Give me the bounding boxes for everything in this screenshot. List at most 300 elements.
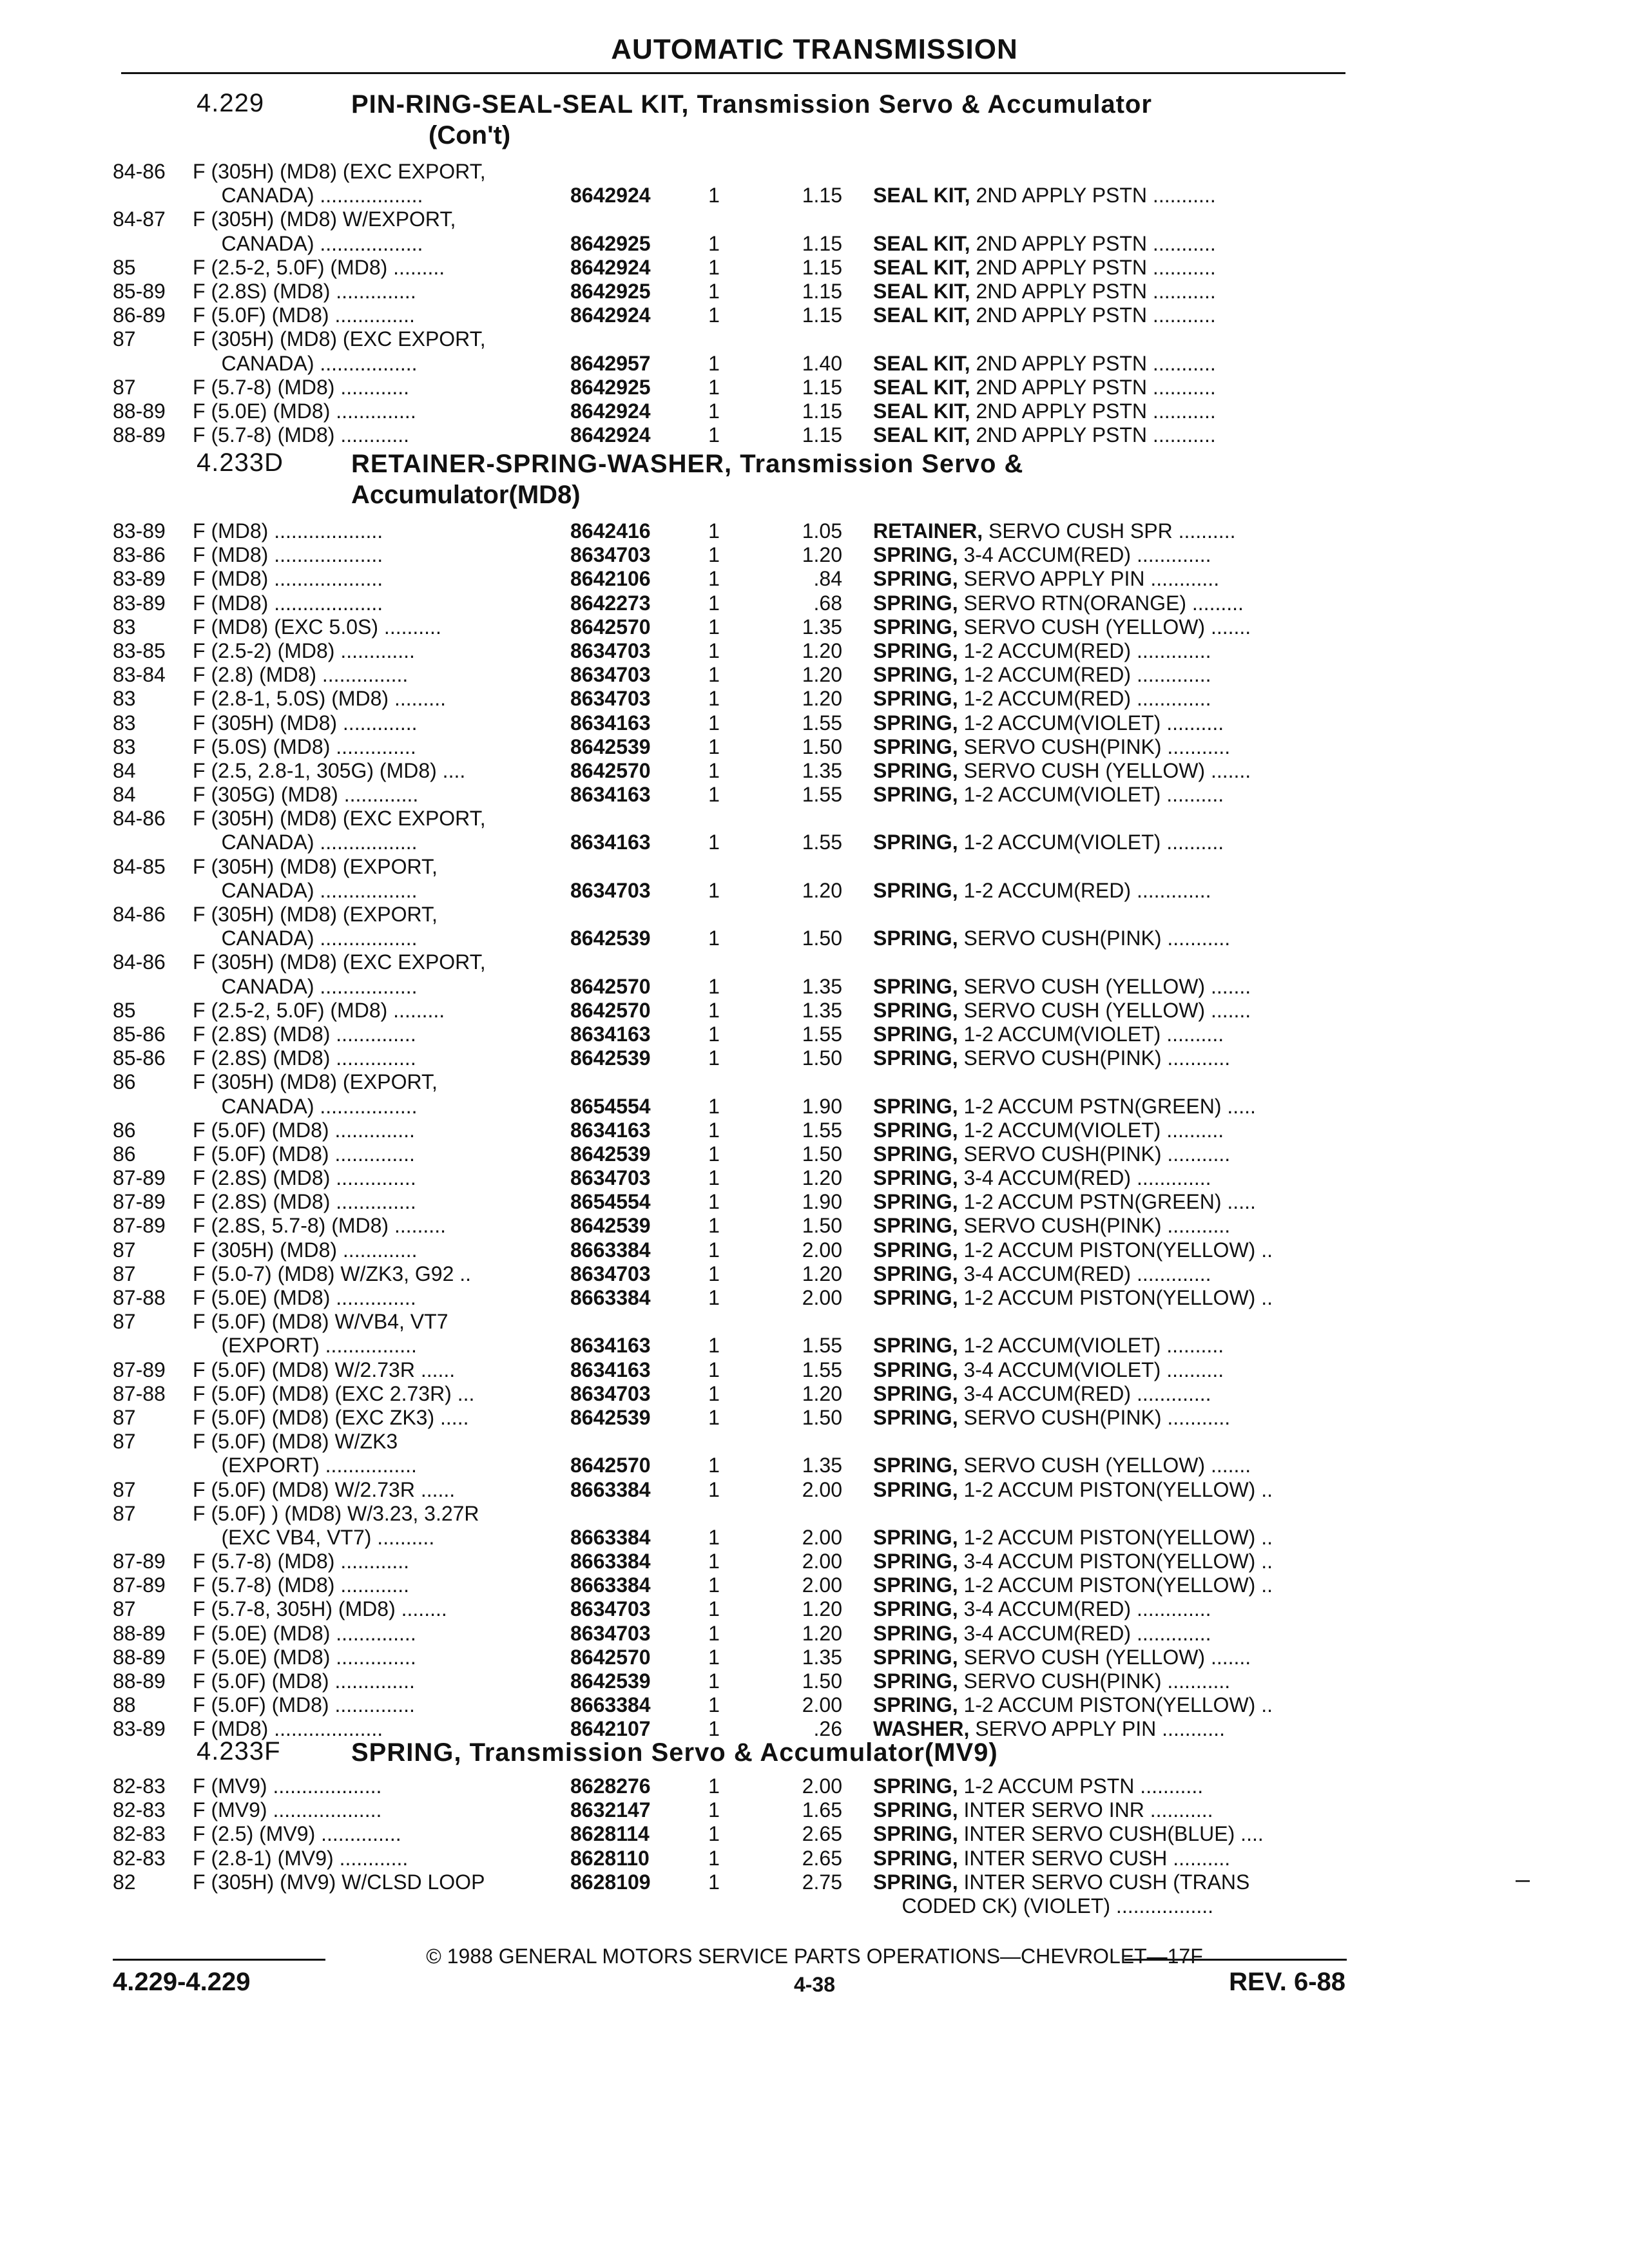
year-cell: 84: [113, 783, 136, 807]
description-cell: [873, 1597, 1350, 1621]
year-cell: 88-89: [113, 1621, 166, 1645]
description-text: SERVO CUSH(PINK) ...........: [958, 1214, 1231, 1238]
application-cell: F (MD8) ...................: [193, 567, 383, 591]
application-cell: F (5.0S) (MD8) ..............: [193, 735, 416, 758]
price-cell: 1.55: [802, 783, 842, 807]
description-text: 2ND APPLY PSTN ...........: [970, 255, 1216, 279]
description-type: SPRING,: [873, 1166, 958, 1190]
quantity-cell: 1: [708, 519, 720, 543]
description-text: 1-2 ACCUM PISTON(YELLOW) ..: [958, 1525, 1273, 1549]
application-cell: F (305H) (MV9) W/CLSD LOOP: [193, 1870, 485, 1894]
application-cell: (EXPORT) ................: [193, 1454, 417, 1477]
section-title: [351, 1737, 1356, 1768]
table-row: [113, 399, 1356, 423]
price-cell: 1.90: [802, 1094, 842, 1118]
application-cell: F (5.0F) (MD8) (EXC 2.73R) ...: [193, 1381, 475, 1405]
parts-table: [113, 160, 1356, 447]
price-cell: 2.00: [802, 1774, 842, 1798]
part-number-cell: 8663384: [570, 1525, 651, 1549]
price-cell: 1.15: [802, 303, 842, 327]
description-text: 3-4 ACCUM(RED) .............: [958, 1166, 1211, 1190]
year-cell: 87-89: [113, 1573, 166, 1597]
price-cell: 1.35: [802, 998, 842, 1022]
application-cell: F (MD8) (EXC 5.0S) ..........: [193, 615, 441, 639]
table-row: [113, 1430, 1356, 1454]
description-type: SPRING,: [873, 615, 958, 639]
application-cell: F (305H) (MD8) (EXC EXPORT,: [193, 807, 486, 831]
part-number-cell: 8642539: [570, 1046, 651, 1070]
description-text: INTER SERVO CUSH ..........: [958, 1846, 1231, 1870]
description-cell: [873, 1894, 1350, 1918]
application-cell: F (5.0E) (MD8) ..............: [193, 1621, 416, 1645]
quantity-cell: 1: [708, 735, 720, 758]
part-number-cell: 8642924: [570, 423, 651, 447]
table-row: [113, 303, 1356, 327]
description-text: CODED CK) (VIOLET) .................: [873, 1894, 1214, 1917]
year-cell: 87: [113, 1310, 136, 1334]
table-row: [113, 1669, 1356, 1693]
parts-table: [113, 519, 1356, 1742]
description-text: SERVO CUSH (YELLOW) .......: [958, 758, 1251, 782]
year-cell: 86-89: [113, 303, 166, 327]
application-cell: F (5.0F) (MD8) ..............: [193, 1669, 415, 1693]
table-row: [113, 1214, 1356, 1238]
description-type: SPRING,: [873, 1118, 958, 1142]
application-cell: F (2.5-2) (MD8) .............: [193, 639, 415, 662]
page-title: AUTOMATIC TRANSMISSION: [611, 34, 1018, 65]
quantity-cell: 1: [708, 1645, 720, 1669]
description-text: SERVO CUSH SPR ..........: [983, 519, 1236, 543]
part-number-cell: 8654554: [570, 1094, 651, 1118]
description-type: SEAL KIT,: [873, 279, 970, 303]
description-type: SPRING,: [873, 1142, 958, 1166]
description-text: 3-4 ACCUM(VIOLET) ..........: [958, 1358, 1224, 1381]
description-text: 3-4 ACCUM(RED) .............: [958, 1621, 1211, 1645]
table-row: [113, 1622, 1356, 1646]
description-cell: [873, 783, 1350, 807]
table-row: [113, 879, 1356, 903]
description-type: SPRING,: [873, 878, 958, 902]
year-cell: 83: [113, 615, 136, 639]
price-cell: .26: [813, 1717, 842, 1741]
quantity-cell: 1: [708, 1046, 720, 1070]
table-row: [113, 1693, 1356, 1717]
year-cell: 88-89: [113, 1669, 166, 1693]
part-number-cell: 8634703: [570, 1621, 651, 1645]
application-cell: F (305H) (MD8) (EXC EXPORT,: [193, 327, 486, 351]
description-text: SERVO CUSH (YELLOW) .......: [958, 1645, 1251, 1669]
description-text: 1-2 ACCUM PISTON(YELLOW) ..: [958, 1238, 1273, 1262]
year-cell: 87-89: [113, 1166, 166, 1190]
year-cell: 85-86: [113, 1022, 166, 1046]
application-cell: F (5.0F) (MD8) (EXC ZK3) .....: [193, 1405, 469, 1429]
price-cell: 1.15: [802, 375, 842, 399]
application-cell: F (305H) (MD8) (EXPORT,: [193, 903, 438, 926]
table-row: [113, 831, 1356, 854]
application-cell: CANADA) ..................: [193, 184, 423, 207]
table-row: [113, 1573, 1356, 1597]
parts-table: [113, 1774, 1356, 1918]
description-type: SPRING,: [873, 831, 958, 854]
table-row: [113, 711, 1356, 735]
part-number-cell: 8634703: [570, 543, 651, 567]
application-cell: F (5.0F) (MD8) W/ZK3: [193, 1430, 398, 1454]
application-cell: F (5.7-8) (MD8) ............: [193, 1573, 410, 1597]
description-type: SPRING,: [873, 1046, 958, 1070]
table-row: [113, 639, 1356, 663]
description-text: SERVO APPLY PIN ............: [958, 567, 1220, 591]
table-row: [113, 376, 1356, 399]
part-number-cell: 8634703: [570, 1597, 651, 1621]
description-type: SPRING,: [873, 1094, 958, 1118]
description-cell: [873, 184, 1350, 207]
description-text: 3-4 ACCUM(RED) .............: [958, 1597, 1211, 1621]
application-cell: F (5.0F) ) (MD8) W/3.23, 3.27R: [193, 1501, 479, 1525]
year-cell: 87-89: [113, 1550, 166, 1573]
part-number-cell: 8642539: [570, 1669, 651, 1693]
price-cell: 1.55: [802, 1334, 842, 1358]
description-text: 1-2 ACCUM(VIOLET) ..........: [958, 1334, 1224, 1358]
year-cell: 87: [113, 327, 136, 351]
part-number-cell: 8642106: [570, 567, 651, 591]
description-type: SPRING,: [873, 1190, 958, 1214]
application-cell: F (MD8) ...................: [193, 543, 383, 567]
year-cell: 82-83: [113, 1798, 166, 1822]
price-cell: 1.20: [802, 1381, 842, 1405]
quantity-cell: 1: [708, 1094, 720, 1118]
description-cell: [873, 759, 1350, 783]
year-cell: 84-86: [113, 903, 166, 926]
table-row: [113, 1166, 1356, 1190]
price-cell: 2.65: [802, 1822, 842, 1846]
description-cell: [873, 1334, 1350, 1358]
quantity-cell: 1: [708, 1334, 720, 1358]
description-type: SPRING,: [873, 663, 958, 687]
description-text: 1-2 ACCUM(VIOLET) ..........: [958, 783, 1224, 807]
table-row: [113, 1646, 1356, 1669]
description-cell: [873, 1669, 1350, 1693]
table-row: [113, 519, 1356, 543]
application-cell: F (5.0-7) (MD8) W/ZK3, G92 ..: [193, 1262, 472, 1285]
description-text: SERVO CUSH(PINK) ...........: [958, 1669, 1231, 1693]
description-text: SERVO CUSH(PINK) ...........: [958, 927, 1231, 950]
table-row: [113, 327, 1356, 351]
table-row: [113, 591, 1356, 615]
description-cell: [873, 927, 1350, 950]
year-cell: 85: [113, 998, 136, 1022]
description-cell: [873, 1550, 1350, 1573]
quantity-cell: 1: [708, 1238, 720, 1262]
quantity-cell: 1: [708, 783, 720, 807]
section-title: [351, 89, 1356, 151]
description-text: 1-2 ACCUM(RED) .............: [958, 878, 1211, 902]
year-cell: 87: [113, 1501, 136, 1525]
description-text: 1-2 ACCUM(VIOLET) ..........: [958, 1022, 1224, 1046]
description-text: 2ND APPLY PSTN ...........: [970, 351, 1216, 375]
description-cell: [873, 663, 1350, 687]
application-cell: F (MD8) ...................: [193, 1717, 383, 1741]
part-number-cell: 8642107: [570, 1717, 651, 1741]
part-number-cell: 8663384: [570, 1693, 651, 1717]
quantity-cell: 1: [708, 1846, 720, 1870]
section-title: [351, 448, 1356, 510]
application-cell: F (5.0F) (MD8) ..............: [193, 303, 415, 327]
price-cell: 1.20: [802, 687, 842, 711]
quantity-cell: 1: [708, 399, 720, 423]
description-cell: [873, 591, 1350, 615]
application-cell: F (2.8S) (MD8) ..............: [193, 279, 416, 303]
description-cell: [873, 711, 1350, 735]
price-cell: 2.00: [802, 1477, 842, 1501]
price-cell: 2.00: [802, 1573, 842, 1597]
description-text: 3-4 ACCUM(RED) .............: [958, 543, 1211, 567]
application-cell: F (305H) (MD8) (EXC EXPORT,: [193, 950, 486, 974]
description-cell: [873, 232, 1350, 256]
part-number-cell: 8642570: [570, 615, 651, 639]
price-cell: 1.55: [802, 1022, 842, 1046]
description-type: SPRING,: [873, 1550, 958, 1573]
description-cell: [873, 1046, 1350, 1070]
quantity-cell: 1: [708, 1774, 720, 1798]
quantity-cell: 1: [708, 255, 720, 279]
application-cell: F (2.8S) (MD8) ..............: [193, 1022, 416, 1046]
part-number-cell: 8634703: [570, 639, 651, 662]
quantity-cell: 1: [708, 1166, 720, 1190]
price-cell: 1.05: [802, 519, 842, 543]
price-cell: 1.20: [802, 1621, 842, 1645]
price-cell: 1.55: [802, 831, 842, 854]
description-text: SERVO CUSH (YELLOW) .......: [958, 974, 1251, 998]
price-cell: 1.50: [802, 1142, 842, 1166]
table-row: [113, 1190, 1356, 1214]
price-cell: 1.20: [802, 878, 842, 902]
part-number-cell: 8642925: [570, 231, 651, 255]
part-number-cell: 8642924: [570, 303, 651, 327]
application-cell: F (2.5-2, 5.0F) (MD8) .........: [193, 998, 445, 1022]
table-row: [113, 807, 1356, 831]
part-number-cell: 8634163: [570, 831, 651, 854]
year-cell: 83-84: [113, 663, 166, 687]
description-type: SPRING,: [873, 1822, 958, 1846]
part-number-cell: 8663384: [570, 1238, 651, 1262]
table-row: [113, 1502, 1356, 1526]
price-cell: 1.20: [802, 639, 842, 662]
description-type: SPRING,: [873, 1870, 958, 1894]
application-cell: F (5.0F) (MD8) ..............: [193, 1693, 415, 1717]
description-text: SERVO CUSH(PINK) ...........: [958, 1405, 1231, 1429]
description-type: SPRING,: [873, 998, 958, 1022]
description-text: 3-4 ACCUM(RED) .............: [958, 1262, 1211, 1285]
quantity-cell: 1: [708, 711, 720, 735]
description-type: SEAL KIT,: [873, 184, 970, 207]
application-cell: F (2.8S) (MD8) ..............: [193, 1166, 416, 1190]
year-cell: 82-83: [113, 1774, 166, 1798]
table-row: [113, 352, 1356, 376]
application-cell: F (2.8) (MD8) ...............: [193, 663, 409, 687]
price-cell: 1.35: [802, 1645, 842, 1669]
description-type: SPRING,: [873, 1477, 958, 1501]
quantity-cell: 1: [708, 927, 720, 950]
year-cell: 88-89: [113, 1645, 166, 1669]
quantity-cell: 1: [708, 1573, 720, 1597]
price-cell: 1.50: [802, 1405, 842, 1429]
description-text: SERVO APPLY PIN ...........: [969, 1717, 1225, 1741]
description-cell: [873, 1622, 1350, 1646]
application-cell: F (MV9) ...................: [193, 1774, 382, 1798]
price-cell: 2.00: [802, 1550, 842, 1573]
table-row: [113, 1286, 1356, 1310]
footer-copyright: © 1988 GENERAL MOTORS SERVICE PARTS OPERATIONS—CHEVROLET—17F: [426, 1945, 1203, 1968]
description-cell: [873, 1822, 1350, 1846]
section-4-233d: [113, 446, 1356, 1742]
description-type: SPRING,: [873, 1645, 958, 1669]
application-cell: F (5.0E) (MD8) ..............: [193, 1645, 416, 1669]
description-type: WASHER,: [873, 1717, 970, 1741]
quantity-cell: 1: [708, 303, 720, 327]
application-cell: F (305H) (MD8) (EXPORT,: [193, 1070, 438, 1094]
quantity-cell: 1: [708, 1214, 720, 1238]
table-row: [113, 1406, 1356, 1430]
part-number-cell: 8634163: [570, 1022, 651, 1046]
quantity-cell: 1: [708, 1693, 720, 1717]
quantity-cell: 1: [708, 663, 720, 687]
year-cell: 87: [113, 1262, 136, 1285]
part-number-cell: 8642570: [570, 998, 651, 1022]
description-cell: [873, 1847, 1350, 1870]
description-type: SPRING,: [873, 1846, 958, 1870]
section-number: 4.233D: [197, 448, 284, 477]
quantity-cell: 1: [708, 1621, 720, 1645]
table-row: [113, 1334, 1356, 1358]
description-type: SEAL KIT,: [873, 423, 970, 447]
part-number-cell: 8642273: [570, 591, 651, 615]
year-cell: 87: [113, 1405, 136, 1429]
price-cell: 1.35: [802, 615, 842, 639]
table-row: [113, 1070, 1356, 1094]
year-cell: 87-89: [113, 1190, 166, 1214]
quantity-cell: 1: [708, 1262, 720, 1285]
part-number-cell: 8634703: [570, 1381, 651, 1405]
description-type: SPRING,: [873, 735, 958, 758]
description-type: SPRING,: [873, 1454, 958, 1477]
description-text: SERVO CUSH (YELLOW) .......: [958, 998, 1251, 1022]
description-cell: [873, 1095, 1350, 1119]
table-row: [113, 1894, 1356, 1918]
quantity-cell: 1: [708, 184, 720, 207]
description-text: 1-2 ACCUM(VIOLET) ..........: [958, 831, 1224, 854]
application-cell: F (5.0F) (MD8) W/2.73R ......: [193, 1358, 456, 1381]
table-row: [113, 1142, 1356, 1166]
description-text: 1-2 ACCUM PSTN ...........: [958, 1774, 1204, 1798]
part-number-cell: 8642957: [570, 351, 651, 375]
application-cell: CANADA) .................: [193, 351, 418, 375]
part-number-cell: 8642570: [570, 974, 651, 998]
part-number-cell: 8642924: [570, 184, 651, 207]
description-type: SEAL KIT,: [873, 255, 970, 279]
part-number-cell: 8663384: [570, 1573, 651, 1597]
part-number-cell: 8642925: [570, 375, 651, 399]
price-cell: 1.55: [802, 711, 842, 735]
price-cell: .84: [813, 567, 842, 591]
description-cell: [873, 735, 1350, 759]
description-type: SPRING,: [873, 1669, 958, 1693]
description-type: SPRING,: [873, 1358, 958, 1381]
table-row: [113, 663, 1356, 687]
description-type: SPRING,: [873, 1334, 958, 1358]
description-cell: [873, 639, 1350, 663]
description-text: 3-4 ACCUM PISTON(YELLOW) ..: [958, 1550, 1273, 1573]
quantity-cell: 1: [708, 351, 720, 375]
quantity-cell: 1: [708, 998, 720, 1022]
table-row: [113, 1238, 1356, 1262]
price-cell: 1.20: [802, 1597, 842, 1621]
part-number-cell: 8634163: [570, 1358, 651, 1381]
price-cell: 1.35: [802, 758, 842, 782]
description-cell: [873, 999, 1350, 1023]
part-number-cell: 8642924: [570, 399, 651, 423]
application-cell: F (5.7-8, 305H) (MD8) ........: [193, 1597, 447, 1621]
price-cell: 1.50: [802, 1046, 842, 1070]
description-type: SPRING,: [873, 1262, 958, 1285]
price-cell: 2.75: [802, 1870, 842, 1894]
description-type: SPRING,: [873, 1238, 958, 1262]
description-text: 2ND APPLY PSTN ...........: [970, 303, 1216, 327]
price-cell: 1.35: [802, 1454, 842, 1477]
description-type: SPRING,: [873, 758, 958, 782]
section-number: 4.229: [197, 89, 265, 117]
description-text: 1-2 ACCUM PISTON(YELLOW) ..: [958, 1573, 1273, 1597]
part-number-cell: 8632147: [570, 1798, 651, 1822]
application-cell: F (2.8S) (MD8) ..............: [193, 1046, 416, 1070]
table-row: [113, 1847, 1356, 1870]
application-cell: F (305H) (MD8) W/EXPORT,: [193, 207, 456, 231]
description-type: SEAL KIT,: [873, 399, 970, 423]
description-type: SPRING,: [873, 1798, 958, 1822]
price-cell: 1.90: [802, 1190, 842, 1214]
description-text: 1-2 ACCUM(RED) .............: [958, 687, 1211, 711]
quantity-cell: 1: [708, 1381, 720, 1405]
description-text: 2ND APPLY PSTN ...........: [970, 399, 1216, 423]
application-cell: F (5.0E) (MD8) ..............: [193, 1286, 416, 1309]
year-cell: 87: [113, 1477, 136, 1501]
description-cell: [873, 543, 1350, 567]
description-text: 3-4 ACCUM(RED) .............: [958, 1381, 1211, 1405]
part-number-cell: 8663384: [570, 1477, 651, 1501]
description-cell: [873, 1214, 1350, 1238]
description-text: 1-2 ACCUM(VIOLET) ..........: [958, 1118, 1224, 1142]
part-number-cell: 8642570: [570, 1454, 651, 1477]
application-cell: F (MD8) ...................: [193, 519, 383, 543]
application-cell: F (5.0F) (MD8) W/VB4, VT7: [193, 1310, 448, 1334]
part-number-cell: 8663384: [570, 1550, 651, 1573]
table-row: [113, 1046, 1356, 1070]
quantity-cell: 1: [708, 375, 720, 399]
application-cell: CANADA) .................: [193, 974, 418, 998]
table-row: [113, 1478, 1356, 1502]
description-cell: [873, 1798, 1350, 1822]
year-cell: 83: [113, 711, 136, 735]
price-cell: 2.00: [802, 1238, 842, 1262]
application-cell: F (305G) (MD8) .............: [193, 783, 419, 807]
table-row: [113, 1358, 1356, 1382]
quantity-cell: 1: [708, 1550, 720, 1573]
part-number-cell: 8642539: [570, 927, 651, 950]
quantity-cell: 1: [708, 1870, 720, 1894]
application-cell: F (2.5) (MV9) ..............: [193, 1822, 401, 1846]
price-cell: 1.15: [802, 399, 842, 423]
price-cell: 1.15: [802, 279, 842, 303]
description-cell: [873, 1406, 1350, 1430]
